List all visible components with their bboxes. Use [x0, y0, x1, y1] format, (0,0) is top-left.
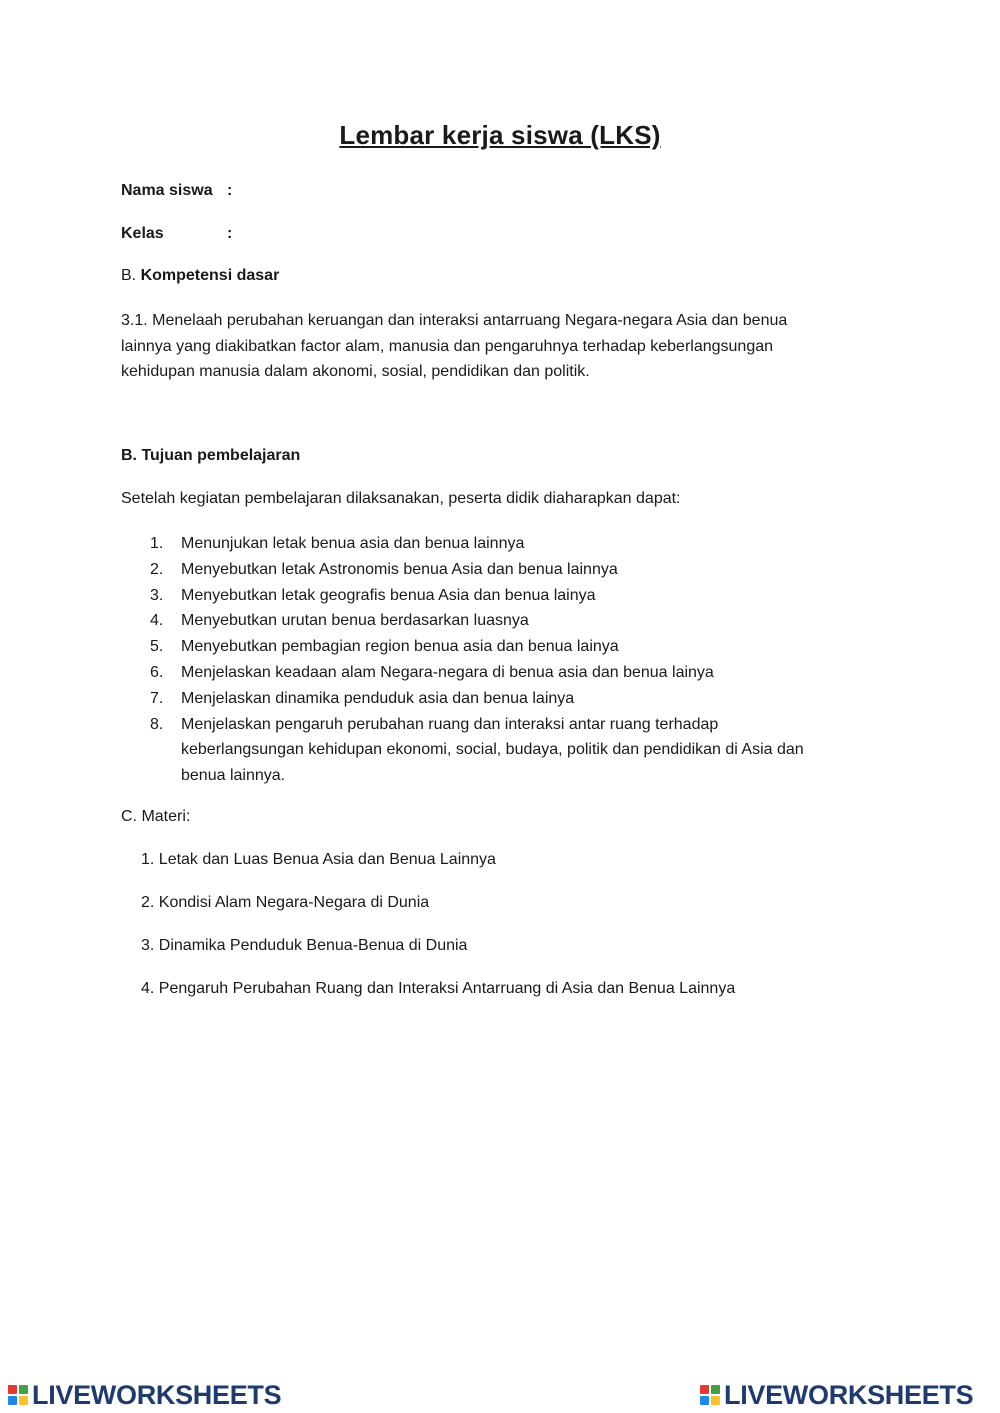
materi-item: 2. Kondisi Alam Negara-Negara di Dunia: [141, 894, 430, 911]
list-item-text: Menyebutkan letak Astronomis benua Asia dan benua lainnya: [181, 560, 618, 578]
materi-heading: C. Materi:: [121, 808, 191, 825]
list-item-text: Menjelaskan keadaan alam Negara-negara di benua asia dan benua lainya: [181, 663, 714, 681]
kompetensi-heading: [121, 266, 279, 286]
nama-siswa-label: Nama siswa: [121, 182, 213, 199]
list-item-number: 4.: [150, 612, 164, 630]
list-item: [121, 583, 841, 609]
tujuan-heading: B. Tujuan pembelajaran: [121, 447, 301, 464]
list-item-number: 2.: [150, 560, 164, 578]
materi-item: 3. Dinamika Penduduk Benua-Benua di Dunia: [141, 937, 468, 954]
liveworksheets-logo-icon: [8, 1385, 28, 1405]
list-item: [121, 608, 841, 634]
liveworksheets-logo-left: [8, 1380, 281, 1410]
list-item: [121, 712, 841, 789]
liveworksheets-logo-icon: [700, 1385, 720, 1405]
list-item-number: 1.: [150, 535, 164, 552]
list-item-number: 6.: [150, 663, 164, 681]
page-title: Lembar kerja siswa (LKS): [339, 120, 661, 150]
kompetensi-title: Kompetensi dasar: [140, 267, 280, 284]
list-item: [121, 531, 841, 557]
kompetensi-text: 3.1. Menelaah perubahan keruangan dan interaksi antarruang Negara-negara Asia dan benua lainnya yang diakibatkan factor alam, manusia dan pengaruhnya terhadap keberlangsungan kehidupan manusia dalam akonomi, sosial, pendidikan dan politik.: [121, 312, 788, 380]
logo-square-icon: [700, 1396, 709, 1405]
logo-square-icon: [19, 1396, 28, 1405]
logo-square-icon: [711, 1385, 720, 1394]
logo-square-icon: [8, 1396, 17, 1405]
kompetensi-prefix: B.: [121, 267, 137, 284]
logo-square-icon: [700, 1385, 709, 1394]
materi-item: 1. Letak dan Luas Benua Asia dan Benua Lainnya: [141, 851, 496, 868]
list-item-number: 5.: [150, 638, 164, 656]
liveworksheets-logo-right: [700, 1380, 973, 1410]
list-item-text: Menunjukan letak benua asia dan benua lainnya: [181, 535, 525, 552]
logo-square-icon: [8, 1385, 17, 1394]
list-item: [121, 660, 841, 686]
logo-square-icon: [19, 1385, 28, 1394]
list-item-text: Menjelaskan dinamika penduduk asia dan benua lainya: [181, 689, 575, 707]
list-item-text: Menyebutkan pembagian region benua asia dan benua lainya: [181, 638, 619, 656]
kelas-colon: :: [227, 225, 233, 242]
list-item: [121, 557, 841, 583]
tujuan-list: [121, 531, 841, 789]
list-item-number: 7.: [150, 689, 164, 707]
list-item: [121, 634, 841, 660]
list-item-text: Menyebutkan letak geografis benua Asia dan benua lainya: [181, 586, 596, 604]
list-item-number: 8.: [150, 715, 164, 733]
liveworksheets-brand-text: LIVEWORKSHEETS: [32, 1379, 282, 1410]
materi-item: 4. Pengaruh Perubahan Ruang dan Interaksi Antarruang di Asia dan Benua Lainnya: [141, 980, 736, 997]
list-item-text: Menjelaskan pengaruh perubahan ruang dan interaksi antar ruang terhadap keberlangsungan kehidupan ekonomi, social, budaya, politik dan pendidikan di Asia dan benua lainnya.: [181, 715, 804, 785]
list-item: [121, 686, 841, 712]
tujuan-intro: Setelah kegiatan pembelajaran dilaksanakan, peserta didik diaharapkan dapat:: [121, 490, 681, 507]
list-item-number: 3.: [150, 586, 164, 604]
list-item-text: Menyebutkan urutan benua berdasarkan luasnya: [181, 612, 529, 630]
liveworksheets-brand-text: LIVEWORKSHEETS: [724, 1379, 974, 1410]
logo-square-icon: [711, 1396, 720, 1405]
nama-siswa-colon: :: [227, 182, 233, 199]
kelas-label: Kelas: [121, 225, 164, 242]
